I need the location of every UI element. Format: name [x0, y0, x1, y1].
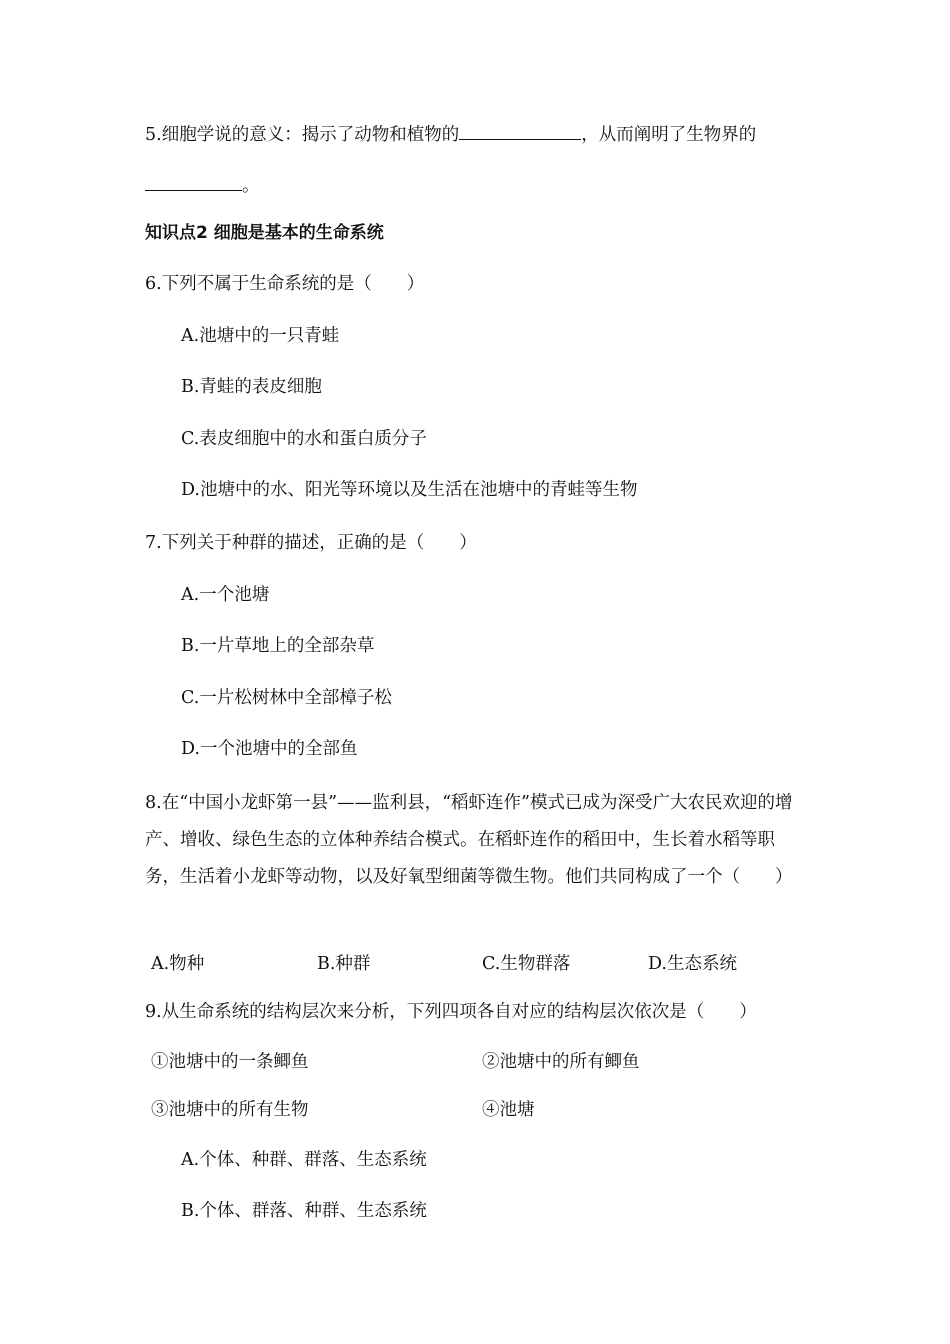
q6-stem: 6.下列不属于生命系统的是（ ）: [145, 274, 425, 294]
q7-option-b: B.一片草地上的全部杂草: [181, 636, 375, 656]
q7-option-a: A.一个池塘: [181, 585, 270, 605]
q9-item-1: ①池塘中的一条鲫鱼: [151, 1052, 309, 1072]
q9-stem: 9.从生命系统的结构层次来分析，下列四项各自对应的结构层次依次是（ ）: [145, 1002, 757, 1022]
q9-option-b: B.个体、群落、种群、生态系统: [181, 1201, 427, 1221]
q5-text-part2: ，从而阐明了生物界的: [581, 125, 757, 145]
question-5-line2: [145, 172, 260, 196]
q9-item-2: ②池塘中的所有鲫鱼: [482, 1052, 640, 1072]
q6-option-a: A.池塘中的一只青蛙: [181, 326, 340, 346]
q9-option-a: A.个体、种群、群落、生态系统: [181, 1150, 427, 1170]
q7-option-d: D.一个池塘中的全部鱼: [181, 739, 358, 759]
q5-text-part1: 5.细胞学说的意义：揭示了动物和植物的: [145, 125, 460, 145]
q5-blank-2: [145, 172, 242, 191]
question-5-line1: [145, 121, 756, 145]
q8-option-c: C.生物群落: [482, 954, 571, 974]
q5-text-part3: 。: [242, 176, 260, 196]
section-heading: 知识点2 细胞是基本的生命系统: [145, 223, 384, 243]
q6-option-d: D.池塘中的水、阳光等环境以及生活在池塘中的青蛙等生物: [181, 480, 638, 500]
q9-item-3: ③池塘中的所有生物: [151, 1100, 309, 1120]
q6-option-c: C.表皮细胞中的水和蛋白质分子: [181, 429, 427, 449]
q8-stem: 8.在“中国小龙虾第一县”——监利县，“稻虾连作”模式已成为深受广大农民欢迎的增产、增收、绿色生态的立体种养结合模式。在稻虾连作的稻田中，生长着水稻等职务，生活着小龙虾等动物，以及好氧型细菌等微生物。他们共同构成了一个（ ）: [145, 793, 793, 887]
q7-option-c: C.一片松树林中全部樟子松: [181, 688, 392, 708]
q5-blank-1: [459, 121, 581, 140]
q7-stem: 7.下列关于种群的描述，正确的是（ ）: [145, 533, 477, 553]
q8-option-a: A.物种: [151, 954, 205, 974]
q8-option-b: B.种群: [317, 954, 371, 974]
q8-option-d: D.生态系统: [648, 954, 737, 974]
q9-item-4: ④池塘: [482, 1100, 535, 1120]
q6-option-b: B.青蛙的表皮细胞: [181, 377, 322, 397]
